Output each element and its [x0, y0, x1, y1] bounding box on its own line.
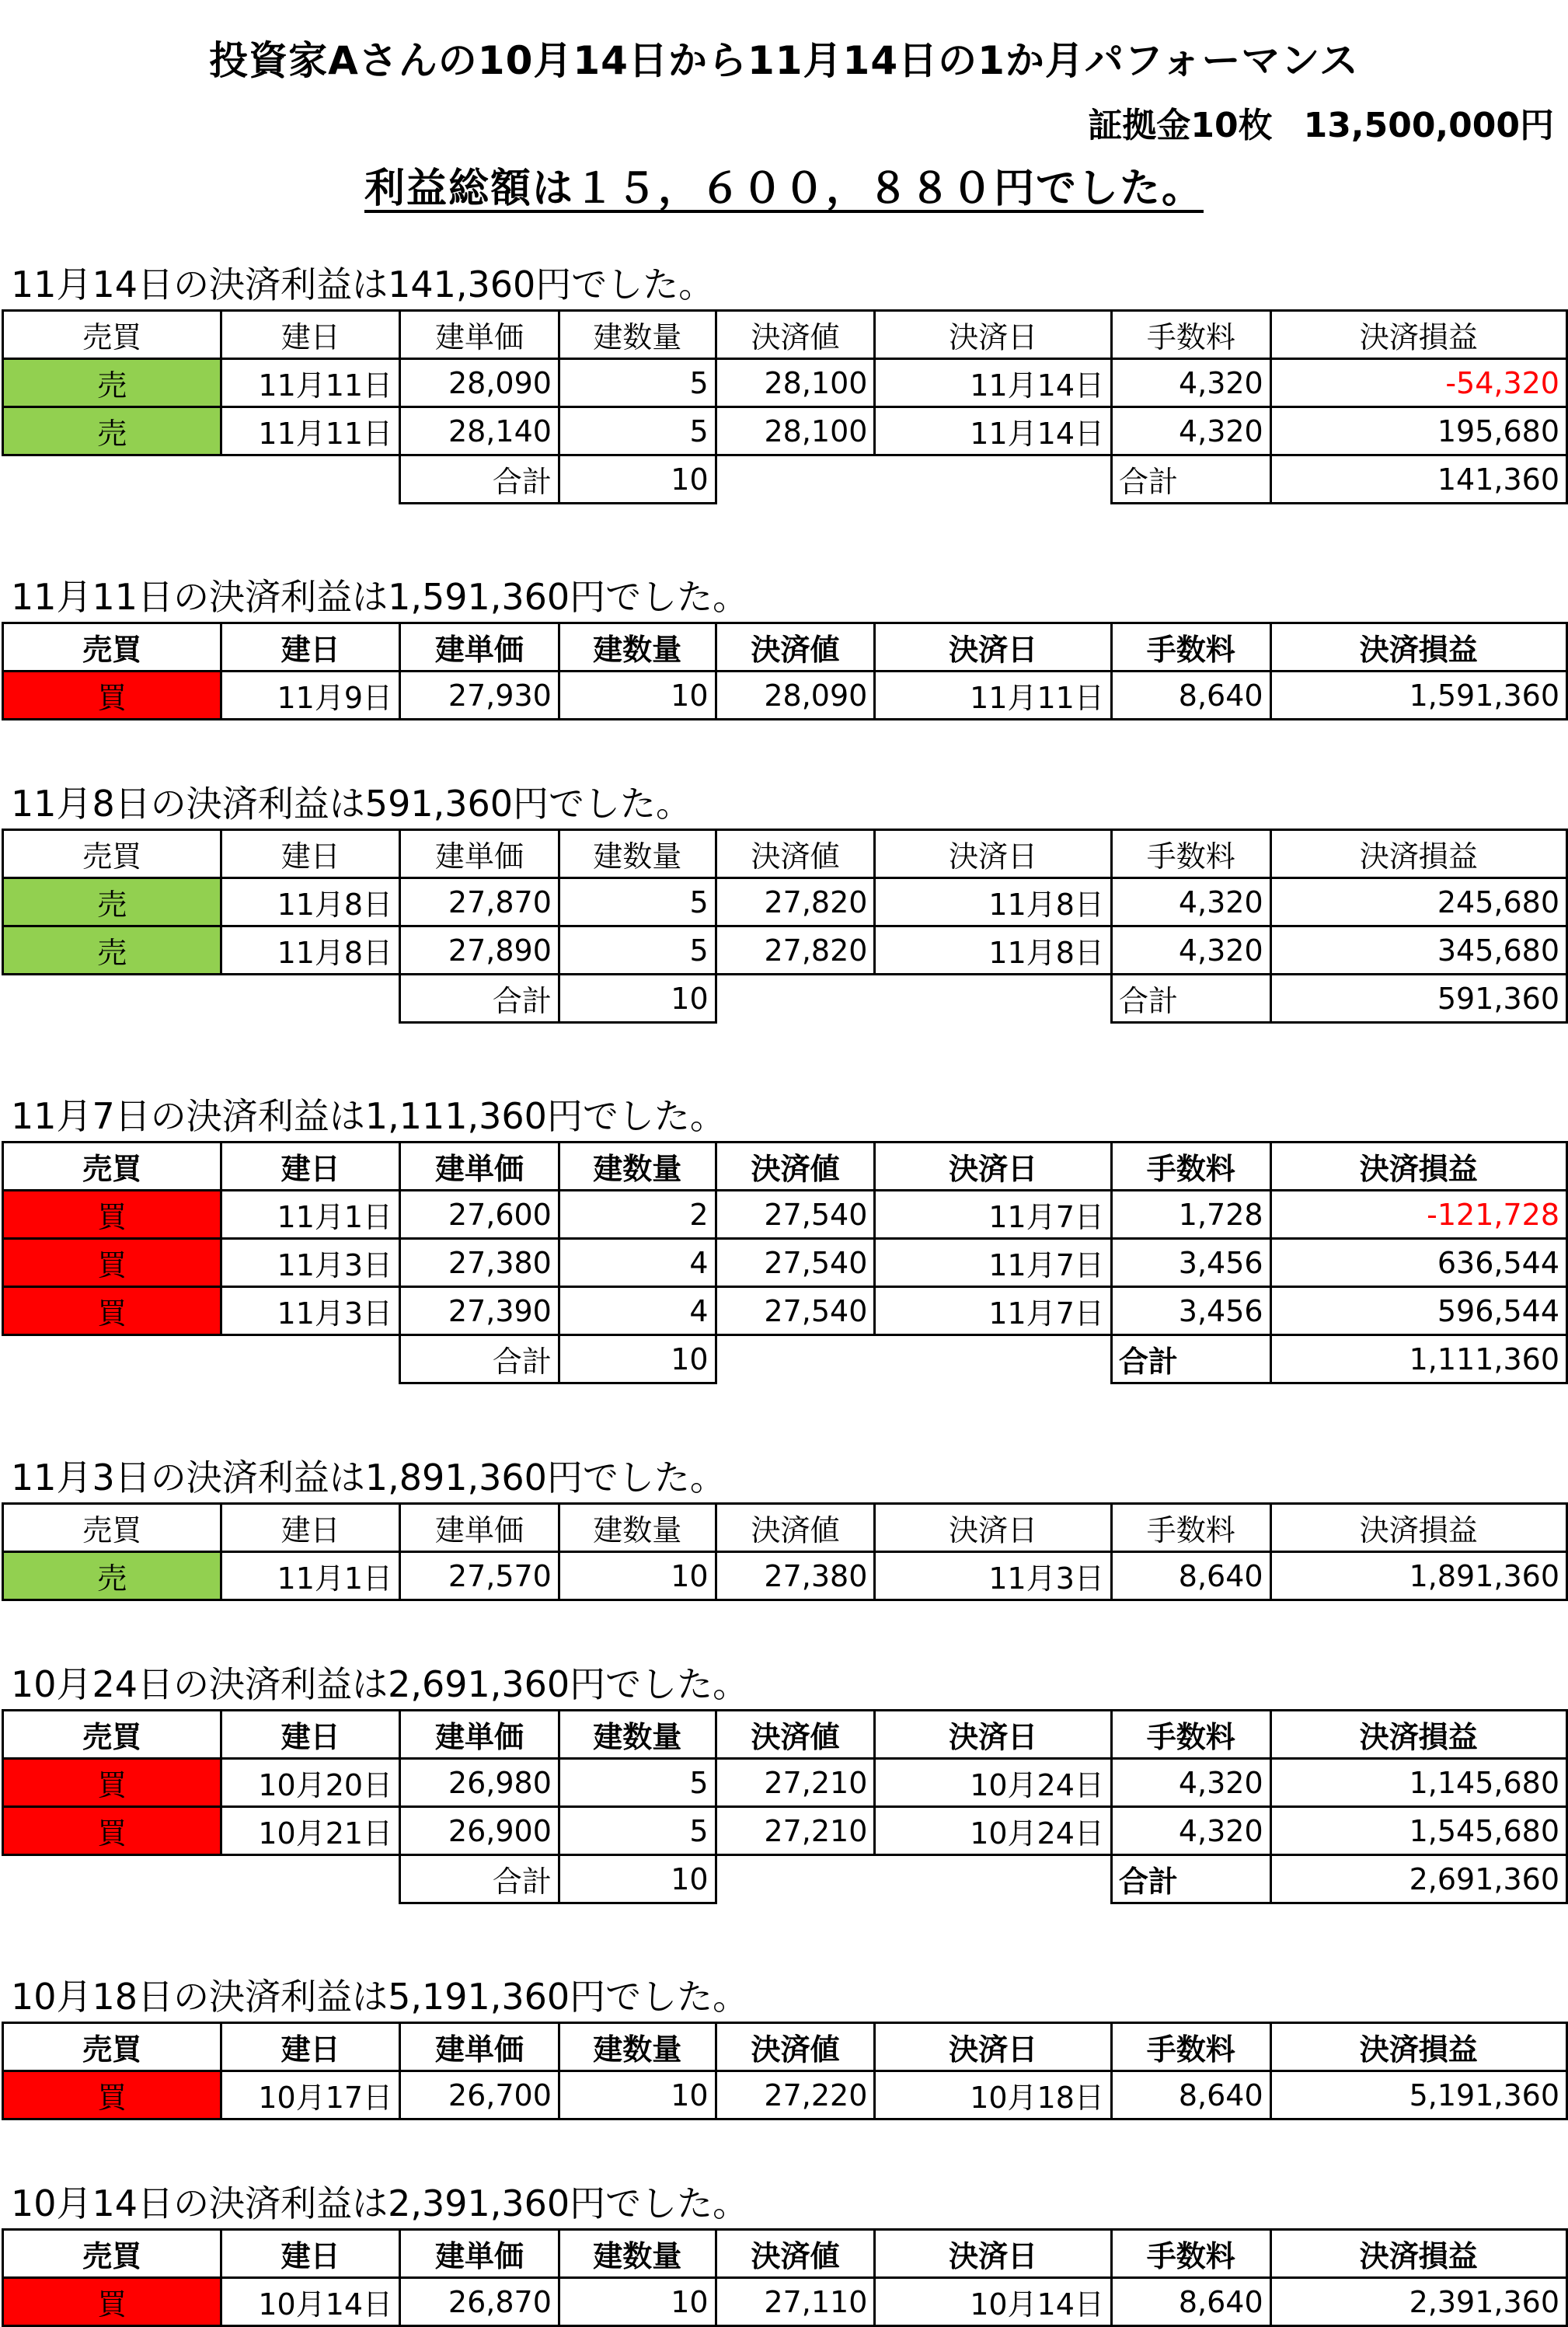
cell-close-price: 28,090	[716, 672, 875, 720]
column-header: 手数料	[1111, 1711, 1270, 1759]
cell-qty: 4	[559, 1239, 716, 1287]
column-header: 売買	[3, 2023, 221, 2071]
column-header: 決済日	[875, 2230, 1112, 2278]
sell-badge: 売	[3, 407, 221, 455]
cell-close-date: 10月18日	[875, 2071, 1112, 2119]
cell-qty: 10	[559, 2071, 716, 2119]
cell-qty: 2	[559, 1191, 716, 1239]
cell-qty: 10	[559, 2278, 716, 2326]
trade-table	[2, 2022, 1568, 2120]
table-row	[3, 1287, 1567, 1335]
cell-close-price: 27,110	[716, 2278, 875, 2326]
column-header: 手数料	[1112, 311, 1271, 359]
column-header: 決済値	[716, 311, 875, 359]
column-header: 決済値	[716, 1711, 875, 1759]
cell-pnl: -54,320	[1270, 359, 1566, 407]
cell-qty: 4	[559, 1287, 716, 1335]
total-qty: 10	[559, 1335, 716, 1383]
buy-badge: 買	[3, 1239, 221, 1287]
cell-qty: 10	[559, 672, 716, 720]
sell-badge: 売	[3, 359, 221, 407]
cell-close-date: 11月7日	[875, 1287, 1111, 1335]
table-header-row	[3, 1143, 1567, 1191]
total-qty: 10	[559, 975, 716, 1023]
column-header: 決済損益	[1270, 1143, 1566, 1191]
cell-close-date: 11月14日	[875, 407, 1112, 455]
cell-open-price: 26,700	[400, 2071, 559, 2119]
column-header: 手数料	[1111, 830, 1270, 878]
trade-table	[2, 1502, 1568, 1601]
column-header: 決済損益	[1270, 830, 1566, 878]
cell-open-price: 27,870	[400, 878, 559, 926]
cell-open-date: 11月11日	[221, 407, 400, 455]
total-label: 合計	[1111, 1335, 1270, 1383]
section-title: 10月24日の決済利益は2,691,360円でした。	[11, 1663, 749, 1705]
total-pnl: 1,111,360	[1270, 1335, 1566, 1383]
cell-fee: 8,640	[1111, 2278, 1270, 2326]
table-row	[3, 359, 1567, 407]
cell-close-date: 11月7日	[875, 1191, 1111, 1239]
cell-open-date: 10月17日	[221, 2071, 400, 2119]
cell-fee: 4,320	[1112, 359, 1271, 407]
table-row	[3, 1759, 1567, 1807]
cell-close-date: 11月7日	[875, 1239, 1111, 1287]
cell-open-price: 27,890	[400, 926, 559, 975]
column-header: 建単価	[400, 1143, 559, 1191]
column-header: 建数量	[559, 1143, 716, 1191]
cell-pnl: 636,544	[1270, 1239, 1566, 1287]
cell-open-date: 11月9日	[221, 672, 400, 720]
column-header: 建日	[221, 1504, 400, 1552]
buy-badge: 買	[3, 2278, 221, 2326]
trade-table	[2, 1141, 1568, 1384]
trade-table	[2, 1709, 1568, 1904]
cell-open-date: 10月21日	[221, 1807, 400, 1855]
page-title: 投資家Aさんの10月14日から11月14日の1か月パフォーマンス	[209, 38, 1359, 83]
cell-fee: 3,456	[1111, 1239, 1270, 1287]
column-header: 建単価	[400, 311, 559, 359]
cell-open-date: 11月8日	[221, 926, 400, 975]
empty-cell	[875, 975, 1112, 1023]
column-header: 決済値	[716, 2230, 875, 2278]
empty-cell	[221, 455, 400, 504]
cell-open-date: 11月3日	[221, 1287, 400, 1335]
cell-close-price: 27,220	[716, 2071, 875, 2119]
cell-qty: 5	[559, 926, 716, 975]
trade-table	[2, 622, 1568, 720]
cell-pnl: 345,680	[1270, 926, 1566, 975]
column-header: 決済日	[875, 2023, 1112, 2071]
column-header: 決済値	[716, 2023, 875, 2071]
section-title: 11月7日の決済利益は1,111,360円でした。	[11, 1095, 726, 1137]
total-row	[3, 975, 1567, 1023]
empty-cell	[875, 1335, 1111, 1383]
total-row	[3, 1855, 1567, 1903]
cell-open-date: 10月20日	[221, 1759, 400, 1807]
cell-open-price: 27,570	[400, 1552, 559, 1600]
column-header: 建日	[221, 2023, 400, 2071]
table-row	[3, 2278, 1567, 2326]
column-header: 建日	[221, 830, 400, 878]
cell-open-price: 27,390	[400, 1287, 559, 1335]
cell-fee: 4,320	[1112, 407, 1271, 455]
cell-close-price: 28,100	[716, 359, 875, 407]
column-header: 決済損益	[1270, 1711, 1566, 1759]
column-header: 売買	[3, 1504, 221, 1552]
table-row	[3, 1239, 1567, 1287]
cell-close-price: 27,540	[716, 1239, 875, 1287]
total-qty: 10	[559, 455, 716, 504]
cell-fee: 3,456	[1111, 1287, 1270, 1335]
empty-cell	[3, 455, 221, 504]
cell-open-date: 10月14日	[221, 2278, 400, 2326]
column-header: 建単価	[400, 2230, 559, 2278]
cell-pnl: 1,591,360	[1270, 672, 1566, 720]
cell-pnl: -121,728	[1270, 1191, 1566, 1239]
column-header: 決済損益	[1270, 2230, 1566, 2278]
cell-close-date: 11月14日	[875, 359, 1112, 407]
column-header: 建日	[221, 623, 400, 672]
column-header: 決済日	[875, 1143, 1111, 1191]
empty-cell	[221, 1855, 400, 1903]
cell-open-price: 28,090	[400, 359, 559, 407]
empty-cell	[221, 1335, 400, 1383]
cell-qty: 5	[559, 359, 716, 407]
table-header-row	[3, 2230, 1567, 2278]
buy-badge: 買	[3, 1191, 221, 1239]
column-header: 建単価	[400, 2023, 559, 2071]
total-pnl: 141,360	[1270, 455, 1566, 504]
table-row	[3, 1191, 1567, 1239]
cell-fee: 1,728	[1111, 1191, 1270, 1239]
empty-cell	[716, 1335, 875, 1383]
cell-open-date: 11月11日	[221, 359, 400, 407]
trade-table	[2, 309, 1568, 504]
cell-close-price: 27,540	[716, 1191, 875, 1239]
table-header-row	[3, 830, 1567, 878]
cell-close-date: 10月24日	[875, 1807, 1112, 1855]
cell-open-price: 27,930	[400, 672, 559, 720]
cell-fee: 8,640	[1111, 1552, 1270, 1600]
sell-badge: 売	[3, 1552, 221, 1600]
table-header-row	[3, 311, 1567, 359]
column-header: 決済日	[875, 1711, 1112, 1759]
column-header: 建数量	[559, 1504, 716, 1552]
empty-cell	[3, 1335, 221, 1383]
margin-info	[1057, 97, 1554, 147]
column-header: 建単価	[400, 1711, 559, 1759]
column-header: 決済損益	[1270, 311, 1566, 359]
cell-close-date: 10月14日	[875, 2278, 1112, 2326]
cell-open-price: 26,870	[400, 2278, 559, 2326]
total-label: 合計	[400, 455, 559, 504]
column-header: 手数料	[1111, 1504, 1270, 1552]
column-header: 決済損益	[1270, 2023, 1566, 2071]
column-header: 建数量	[559, 311, 716, 359]
cell-pnl: 1,891,360	[1270, 1552, 1566, 1600]
cell-open-date: 11月8日	[221, 878, 400, 926]
table-row	[3, 2071, 1567, 2119]
column-header: 決済損益	[1270, 1504, 1566, 1552]
column-header: 決済日	[875, 623, 1112, 672]
cell-fee: 4,320	[1111, 1759, 1270, 1807]
buy-badge: 買	[3, 672, 221, 720]
cell-close-price: 27,820	[716, 926, 875, 975]
total-qty: 10	[559, 1855, 716, 1903]
table-header-row	[3, 1504, 1567, 1552]
cell-fee: 8,640	[1111, 2071, 1270, 2119]
cell-qty: 5	[559, 1759, 716, 1807]
empty-cell	[3, 1855, 221, 1903]
column-header: 建単価	[400, 623, 559, 672]
column-header: 決済日	[875, 1504, 1111, 1552]
column-header: 建日	[221, 2230, 400, 2278]
total-profit: 利益総額は１５，６００，８８０円でした。	[364, 166, 1204, 212]
buy-badge: 買	[3, 1807, 221, 1855]
cell-close-price: 28,100	[716, 407, 875, 455]
cell-fee: 4,320	[1111, 926, 1270, 975]
cell-open-date: 11月3日	[221, 1239, 400, 1287]
cell-qty: 5	[559, 878, 716, 926]
cell-open-date: 11月1日	[221, 1191, 400, 1239]
cell-pnl: 2,391,360	[1270, 2278, 1566, 2326]
column-header: 決済日	[875, 311, 1112, 359]
buy-badge: 買	[3, 1759, 221, 1807]
buy-badge: 買	[3, 1287, 221, 1335]
column-header: 決済値	[716, 623, 875, 672]
total-row	[3, 1335, 1567, 1383]
margin-amount: 13,500,000円	[1303, 106, 1554, 145]
column-header: 建単価	[400, 1504, 559, 1552]
cell-close-date: 11月8日	[875, 926, 1112, 975]
cell-qty: 5	[559, 1807, 716, 1855]
column-header: 建数量	[559, 2023, 716, 2071]
total-label: 合計	[1111, 1855, 1270, 1903]
cell-pnl: 5,191,360	[1270, 2071, 1566, 2119]
column-header: 決済値	[716, 830, 875, 878]
cell-open-price: 26,900	[400, 1807, 559, 1855]
cell-pnl: 596,544	[1270, 1287, 1566, 1335]
column-header: 売買	[3, 1143, 221, 1191]
section-title: 11月11日の決済利益は1,591,360円でした。	[11, 576, 749, 618]
empty-cell	[875, 455, 1112, 504]
table-header-row	[3, 2023, 1567, 2071]
total-label: 合計	[400, 1335, 559, 1383]
cell-close-price: 27,210	[716, 1807, 875, 1855]
cell-open-price: 27,380	[400, 1239, 559, 1287]
cell-open-price: 28,140	[400, 407, 559, 455]
table-header-row	[3, 623, 1567, 672]
empty-cell	[221, 975, 400, 1023]
section-title: 11月3日の決済利益は1,891,360円でした。	[11, 1457, 726, 1498]
column-header: 建数量	[559, 623, 716, 672]
column-header: 建数量	[559, 2230, 716, 2278]
sell-badge: 売	[3, 926, 221, 975]
cell-pnl: 1,545,680	[1270, 1807, 1566, 1855]
total-label: 合計	[1111, 975, 1270, 1023]
empty-cell	[716, 975, 875, 1023]
column-header: 手数料	[1111, 623, 1270, 672]
total-pnl: 2,691,360	[1270, 1855, 1566, 1903]
total-row	[3, 455, 1567, 504]
column-header: 建数量	[559, 830, 716, 878]
empty-cell	[716, 1855, 875, 1903]
table-header-row	[3, 1711, 1567, 1759]
column-header: 決済日	[875, 830, 1112, 878]
cell-pnl: 195,680	[1270, 407, 1566, 455]
column-header: 売買	[3, 2230, 221, 2278]
total-label: 合計	[400, 1855, 559, 1903]
buy-badge: 買	[3, 2071, 221, 2119]
trade-table	[2, 829, 1568, 1024]
column-header: 手数料	[1111, 1143, 1270, 1191]
empty-cell	[716, 455, 875, 504]
column-header: 建日	[221, 311, 400, 359]
cell-qty: 10	[559, 1552, 716, 1600]
total-pnl: 591,360	[1270, 975, 1566, 1023]
column-header: 建日	[221, 1711, 400, 1759]
cell-close-date: 10月24日	[875, 1759, 1112, 1807]
table-row	[3, 878, 1567, 926]
table-row	[3, 926, 1567, 975]
cell-close-date: 11月8日	[875, 878, 1112, 926]
cell-pnl: 1,145,680	[1270, 1759, 1566, 1807]
column-header: 手数料	[1111, 2230, 1270, 2278]
cell-open-price: 26,980	[400, 1759, 559, 1807]
section-title: 11月8日の決済利益は591,360円でした。	[11, 783, 692, 825]
column-header: 売買	[3, 1711, 221, 1759]
cell-close-price: 27,380	[716, 1552, 875, 1600]
section-title: 10月18日の決済利益は5,191,360円でした。	[11, 1976, 749, 2018]
column-header: 建数量	[559, 1711, 716, 1759]
column-header: 決済値	[716, 1504, 875, 1552]
section-title: 11月14日の決済利益は141,360円でした。	[11, 263, 715, 305]
cell-close-date: 11月11日	[875, 672, 1112, 720]
column-header: 手数料	[1111, 2023, 1270, 2071]
column-header: 決済損益	[1270, 623, 1566, 672]
cell-pnl: 245,680	[1270, 878, 1566, 926]
cell-open-date: 11月1日	[221, 1552, 400, 1600]
table-row	[3, 672, 1567, 720]
section-title: 10月14日の決済利益は2,391,360円でした。	[11, 2182, 749, 2224]
empty-cell	[875, 1855, 1112, 1903]
column-header: 建日	[221, 1143, 400, 1191]
column-header: 建単価	[400, 830, 559, 878]
cell-close-price: 27,540	[716, 1287, 875, 1335]
cell-close-price: 27,820	[716, 878, 875, 926]
table-row	[3, 407, 1567, 455]
sell-badge: 売	[3, 878, 221, 926]
cell-fee: 8,640	[1111, 672, 1270, 720]
cell-qty: 5	[559, 407, 716, 455]
cell-fee: 4,320	[1111, 1807, 1270, 1855]
empty-cell	[3, 975, 221, 1023]
column-header: 売買	[3, 623, 221, 672]
column-header: 決済値	[716, 1143, 875, 1191]
cell-open-price: 27,600	[400, 1191, 559, 1239]
total-label: 合計	[400, 975, 559, 1023]
margin-label: 証拠金10枚	[1088, 106, 1273, 145]
cell-close-price: 27,210	[716, 1759, 875, 1807]
column-header: 売買	[3, 830, 221, 878]
column-header: 売買	[3, 311, 221, 359]
cell-fee: 4,320	[1111, 878, 1270, 926]
table-row	[3, 1552, 1567, 1600]
total-label: 合計	[1112, 455, 1271, 504]
table-row	[3, 1807, 1567, 1855]
cell-close-date: 11月3日	[875, 1552, 1111, 1600]
